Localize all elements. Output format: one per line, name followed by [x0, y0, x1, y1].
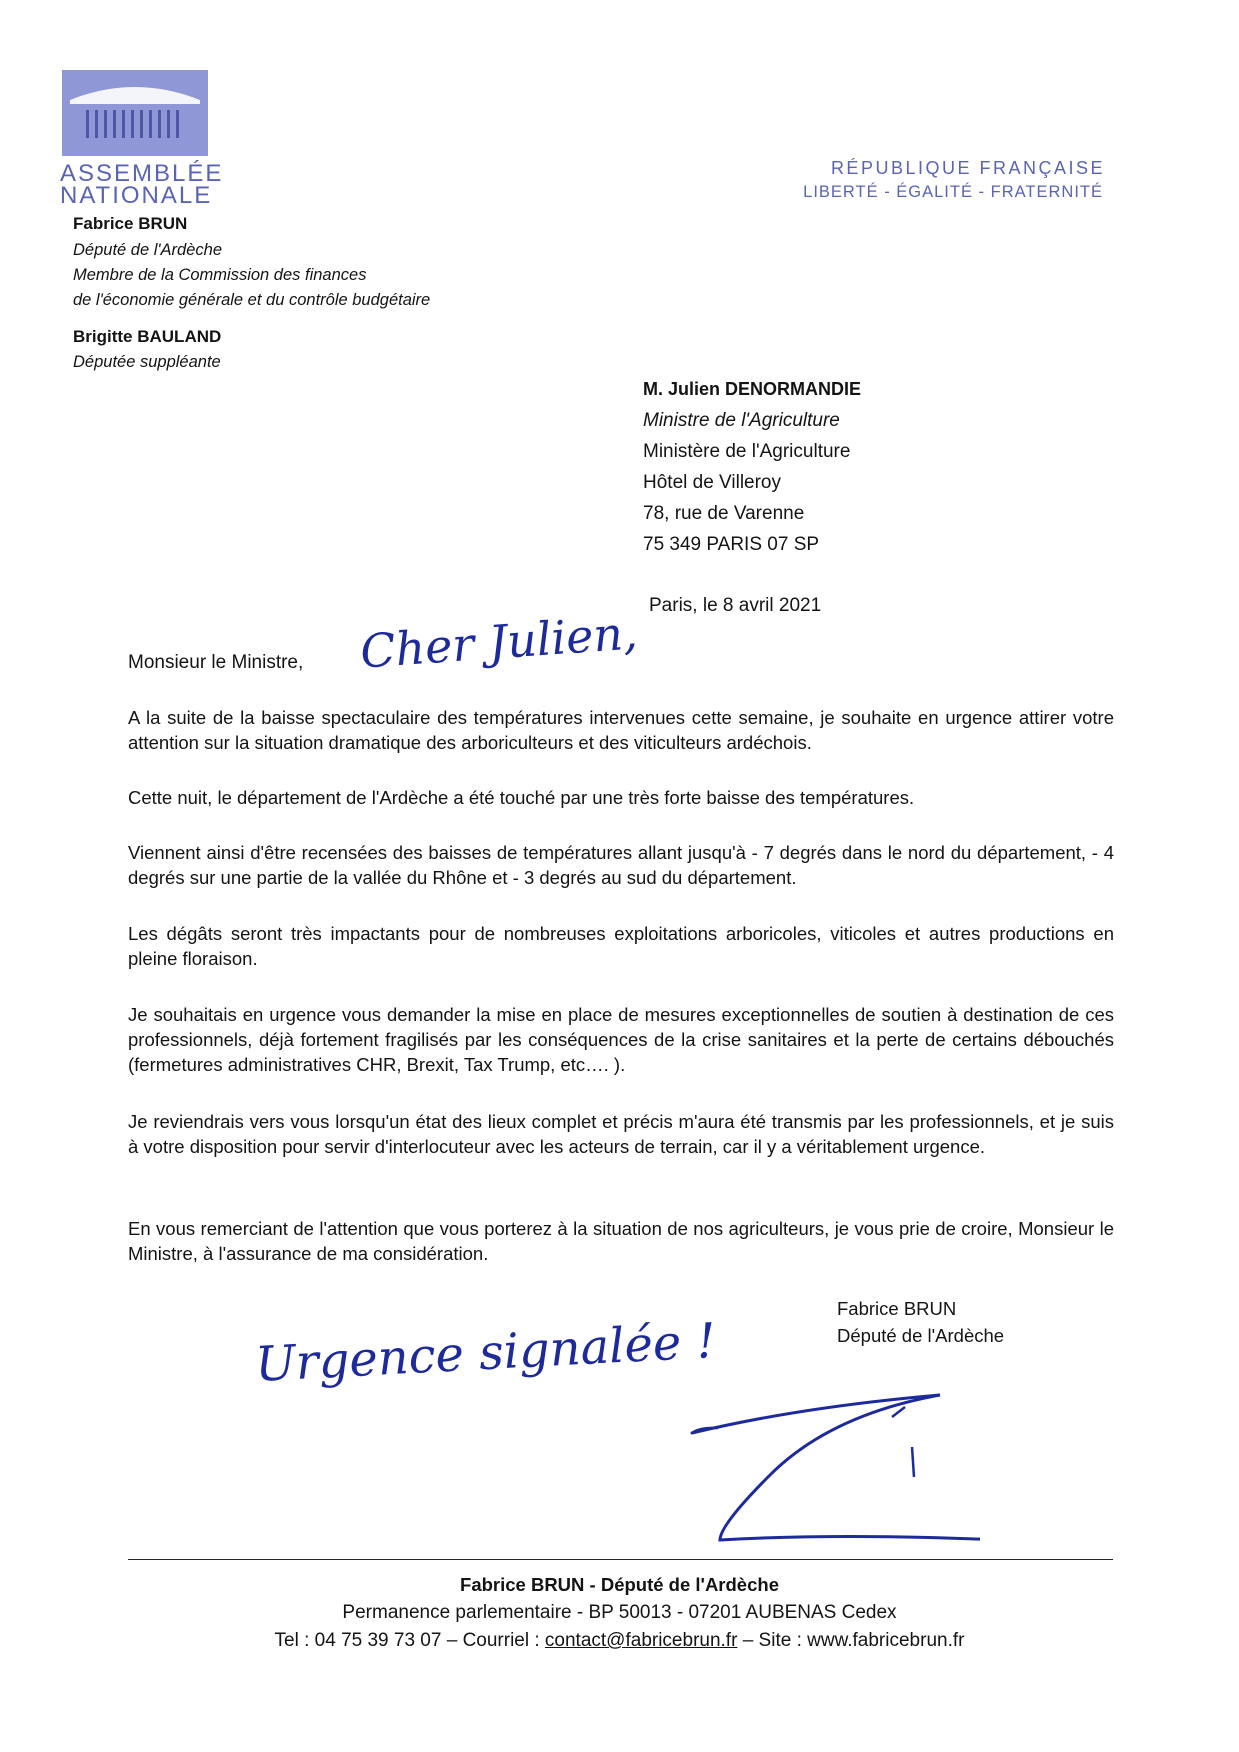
- deputy-title: Député de l'Ardèche: [73, 241, 222, 259]
- handwritten-greeting: Cher Julien,: [358, 605, 640, 679]
- paragraph-1: A la suite de la baisse spectaculaire des températures intervenues cette semaine, je souhaite en urgence attirer votre attention sur la situation dramatique des arboriculteurs et des viticulteurs ardéchois.: [128, 707, 1114, 753]
- footer-phone: Tel : 04 75 39 73 07 – Courriel :: [274, 1630, 545, 1651]
- footer-title: Fabrice BRUN - Député de l'Ardèche: [460, 1574, 779, 1595]
- commission-line2: de l'économie générale et du contrôle budgétaire: [73, 291, 431, 309]
- paragraph-7: En vous remerciant de l'attention que vous porterez à la situation de nos agriculteurs, je vous prie de croire, Monsieur le Ministre, à l'assurance de ma considération.: [128, 1218, 1114, 1264]
- footer-divider: [128, 1559, 1113, 1560]
- salutation: Monsieur le Ministre,: [128, 652, 304, 673]
- recipient-name: M. Julien DENORMANDIE: [643, 379, 862, 399]
- signature-name: Fabrice BRUN: [837, 1298, 957, 1319]
- logo-text-nationale: NATIONALE: [60, 182, 213, 209]
- deputy-name: Fabrice BRUN: [73, 214, 188, 233]
- hemicycle-icon: [62, 70, 208, 156]
- recipient-city: 75 349 PARIS 07 SP: [643, 534, 820, 555]
- paragraph-3: Viennent ainsi d'être recensées des baisses de températures allant jusqu'à - 7 degrés dans le nord du département, - 4 degrés sur une partie de la vallée du Rhône et - 3 degrés au sud du département.: [128, 842, 1114, 888]
- signature-title: Député de l'Ardèche: [837, 1325, 1005, 1346]
- footer-address: Permanence parlementaire - BP 50013 - 07201 AUBENAS Cedex: [342, 1602, 897, 1623]
- recipient-ministry: Ministère de l'Agriculture: [643, 441, 851, 462]
- footer-contact: [0, 1630, 1239, 1652]
- commission-line1: Membre de la Commission des finances: [73, 266, 367, 284]
- recipient-building: Hôtel de Villeroy: [643, 472, 782, 493]
- paragraph-4: Les dégâts seront très impactants pour de nombreuses exploitations arboricoles, viticoles et autres productions en pleine floraison.: [128, 923, 1114, 969]
- substitute-title: Députée suppléante: [73, 353, 221, 371]
- paragraph-6: Je reviendrais vers vous lorsqu'un état des lieux complet et précis m'aura été transmis par les professionnels, et je suis à votre disposition pour servir d'interlocuteur avec les acteurs de terrain, car il y a véritablement urgence.: [128, 1111, 1114, 1157]
- handwritten-urgency-note: Urgence signalée !: [253, 1312, 718, 1394]
- recipient-title: Ministre de l'Agriculture: [643, 410, 840, 431]
- paragraph-2: Cette nuit, le département de l'Ardèche a été touché par une très forte baisse des températures.: [128, 787, 915, 808]
- paragraph-5: Je souhaitais en urgence vous demander la mise en place de mesures exceptionnelles de soutien à destination de ces professionnels, déjà fortement fragilisés par les conséquences de la crise sanitaires et la perte de certains débouchés (fermetures administratives CHR, Brexit, Tax Trump, etc…. ).: [128, 1004, 1114, 1075]
- assemblee-logo: [62, 70, 208, 156]
- recipient-street: 78, rue de Varenne: [643, 503, 805, 524]
- motto: LIBERTÉ - ÉGALITÉ - FRATERNITÉ: [803, 183, 1103, 201]
- footer-email-link[interactable]: contact@fabricebrun.fr: [544, 1630, 738, 1651]
- footer-site: – Site : www.fabricebrun.fr: [737, 1630, 965, 1651]
- logo-text-assemblee: ASSEMBLÉE: [60, 160, 224, 187]
- handwritten-signature: [680, 1355, 980, 1555]
- substitute-name: Brigitte BAULAND: [73, 327, 222, 346]
- letter-date: Paris, le 8 avril 2021: [649, 595, 822, 616]
- republique-francaise: RÉPUBLIQUE FRANÇAISE: [830, 158, 1105, 178]
